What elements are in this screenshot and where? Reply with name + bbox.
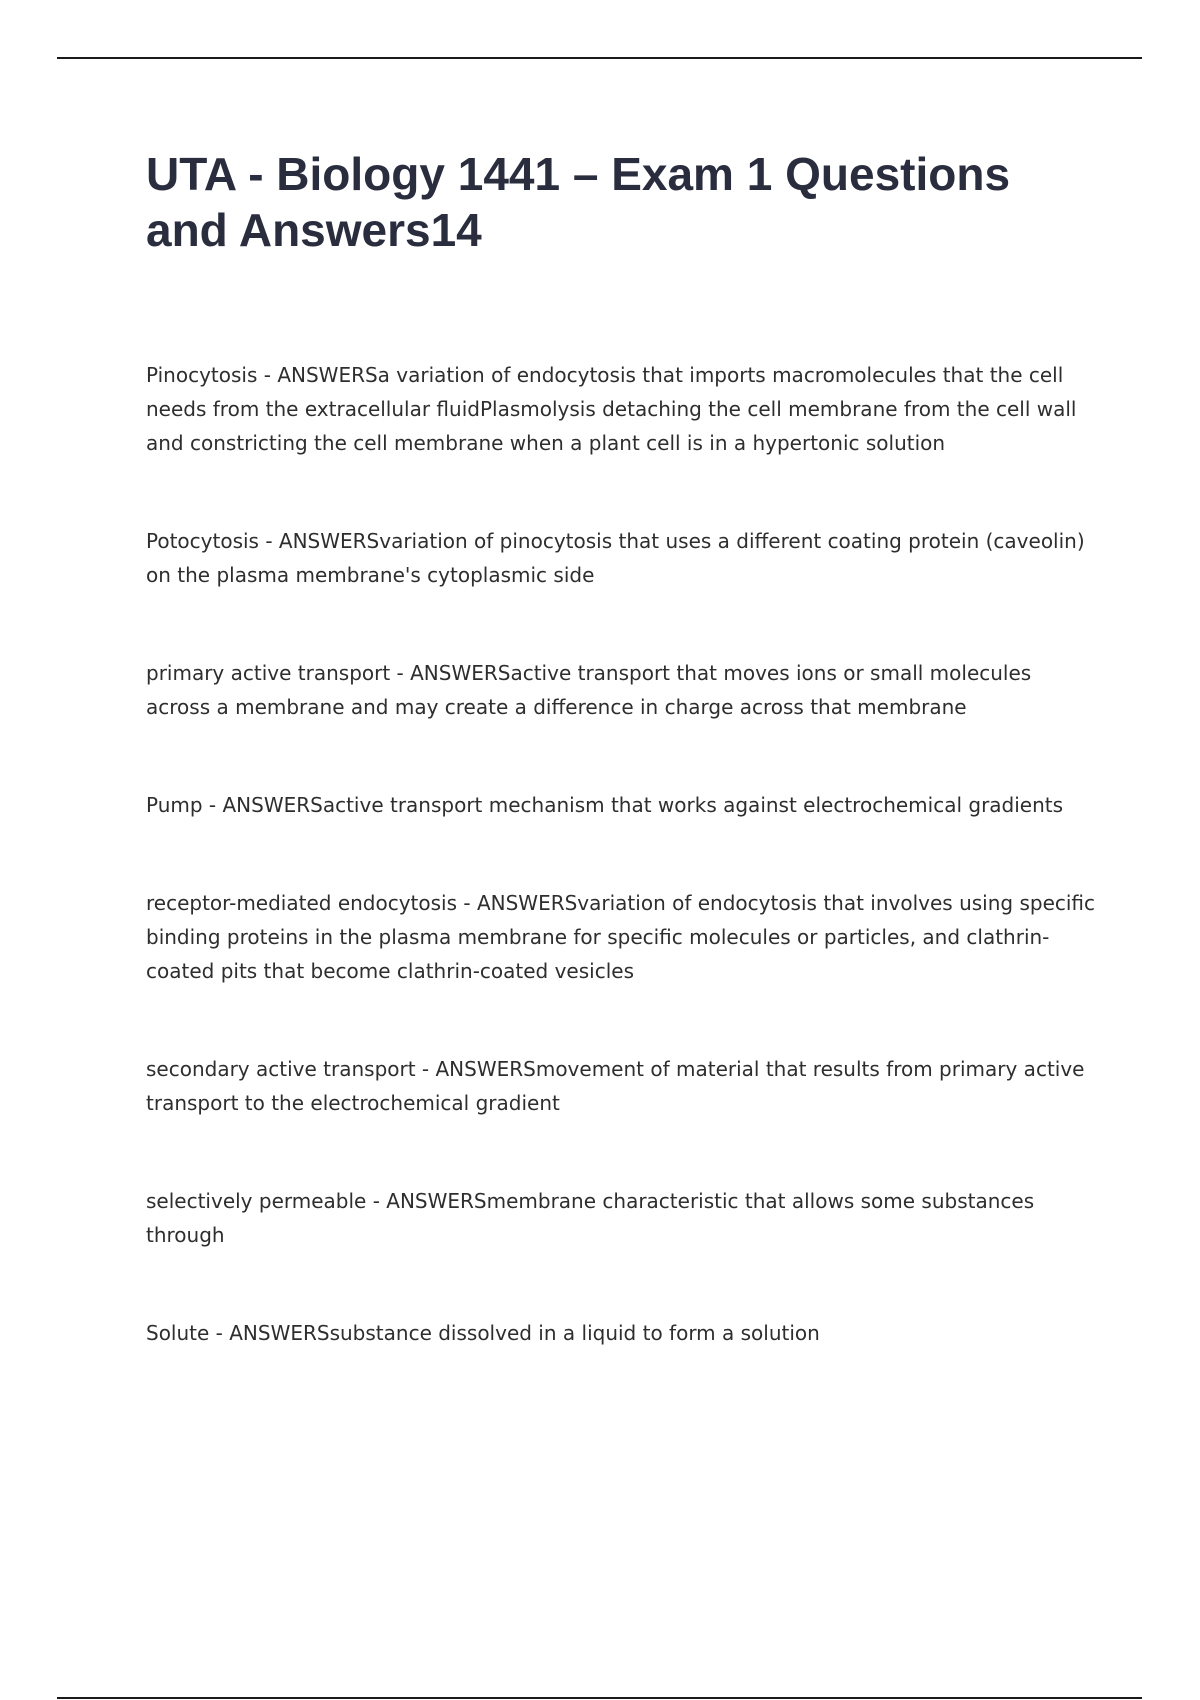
qa-entry-receptor-mediated-endocytosis: receptor-mediated endocytosis - ANSWERSvariation of endocytosis that involves using specific binding proteins in the plasma membrane for specific molecules or particles, and clathrin-coated pits that become clathrin-coated vesicles <box>146 891 1096 983</box>
page-title: UTA - Biology 1441 – Exam 1 Questions and Answers14 <box>146 148 1011 256</box>
top-rule <box>57 57 1142 59</box>
qa-entry-secondary-active-transport: secondary active transport - ANSWERSmovement of material that results from primary active transport to the electrochemical gradient <box>146 1057 1085 1115</box>
qa-entry-pinocytosis: Pinocytosis - ANSWERSa variation of endocytosis that imports macromolecules that the cell needs from the extracellular fluidPlasmolysis detaching the cell membrane from the cell wall and constricting the cell membrane when a plant cell is in a hypertonic solution <box>146 363 1077 455</box>
qa-list <box>146 358 1096 1350</box>
bottom-rule <box>57 1697 1142 1699</box>
qa-entry-solute: Solute - ANSWERSsubstance dissolved in a liquid to form a solution <box>146 1321 820 1345</box>
qa-entry-selectively-permeable: selectively permeable - ANSWERSmembrane characteristic that allows some substances through <box>146 1189 1035 1247</box>
qa-entry-potocytosis: Potocytosis - ANSWERSvariation of pinocytosis that uses a different coating protein (caveolin) on the plasma membrane's cytoplasmic side <box>146 529 1085 587</box>
qa-entry-pump: Pump - ANSWERSactive transport mechanism that works against electrochemical gradients <box>146 793 1064 817</box>
qa-entry-primary-active-transport: primary active transport - ANSWERSactive transport that moves ions or small molecules across a membrane and may create a difference in charge across that membrane <box>146 661 1032 719</box>
